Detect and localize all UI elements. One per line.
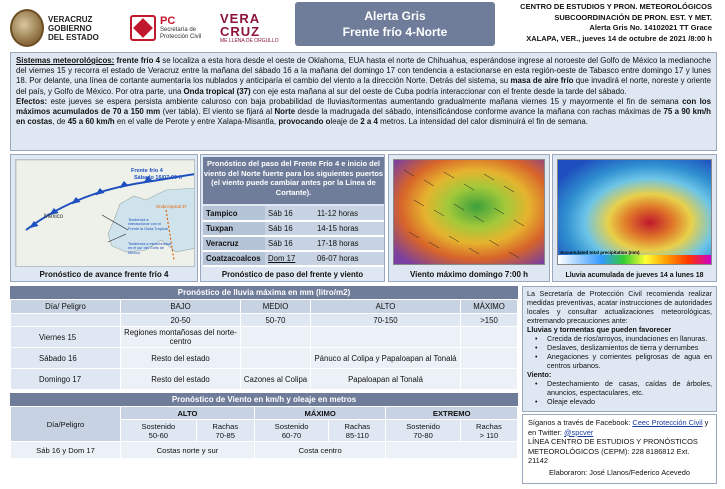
rain-col-day: Día/ Peligro bbox=[11, 300, 121, 314]
brand-logo-tagline: ME LLENA DE ORGULLO bbox=[220, 38, 279, 44]
rain-range-maximo: >150 bbox=[461, 314, 518, 327]
tendency-interaction-label: Tendencia a interaccionar con el Frente la Onda Tropical bbox=[128, 218, 168, 231]
effects-swell-height: 2 a 4 bbox=[360, 117, 378, 127]
wind-table-row bbox=[11, 442, 518, 459]
rain-table-row bbox=[11, 369, 518, 390]
wind-sub-range: 60-70 bbox=[281, 430, 302, 440]
rain-col-medio: MEDIO bbox=[241, 300, 311, 314]
effects-text-1: este jueves se espera persista ambiente caluroso con baja probabilidad de lluvias/tormentas aumentando gradualmente mañana viernes 15 y mayormente el fin de semana bbox=[47, 96, 683, 106]
effects-valley-gusts: 45 a 60 km/h bbox=[67, 117, 115, 127]
port-row bbox=[203, 236, 384, 251]
port-row bbox=[203, 251, 384, 266]
gov-logo-line-2: GOBIERNO bbox=[48, 23, 92, 33]
port-day: Sáb 16 bbox=[265, 236, 314, 251]
center-name: CENTRO DE ESTUDIOS Y PRON. METEOROLÓGICOS bbox=[520, 2, 712, 11]
rain-row-medio: Cazones al Colipa bbox=[241, 369, 311, 390]
wind-subheader bbox=[254, 420, 328, 442]
sistemas-label: Sistemas meteorológicos: bbox=[16, 56, 115, 65]
rain-table bbox=[10, 299, 518, 390]
ports-caption: Pronóstico de paso del frente y viento bbox=[221, 270, 364, 279]
gov-logo-line-3: DEL ESTADO bbox=[48, 32, 99, 42]
summary-tropical-wave: Onda tropical (37) bbox=[183, 86, 251, 96]
wind-sub-kind: Rachas bbox=[212, 421, 239, 431]
effects-max-rain: con los máximos acumulados de 70 a 150 mm bbox=[16, 96, 711, 117]
wind-map-panel bbox=[388, 154, 550, 282]
rain-range-medio: 50-70 bbox=[241, 314, 311, 327]
wind-sub-range: 50-60 bbox=[148, 430, 169, 440]
wind-subheader bbox=[460, 420, 517, 442]
effects-swell-1: provocando o bbox=[278, 117, 331, 127]
rain-row-alto bbox=[311, 327, 461, 348]
wind-col-day: Día/Peligro bbox=[11, 407, 121, 442]
rain-row-bajo: Resto del estado bbox=[121, 369, 241, 390]
veracruz-gov-logo bbox=[10, 6, 99, 50]
recs-intro: La Secretaría de Protección Civil recomienda realizar medidas preventivas, acatar instrucciones de autoridades locales y consultar actualizaciones meteorológicas, extremando precauciones ante: bbox=[527, 289, 712, 325]
summary-front: frente frío 4 bbox=[116, 56, 161, 65]
summary-text-2: que invadirá el norte, noreste y oriente del país, y Golfo de México. Por otra parte, una bbox=[16, 76, 711, 96]
wind-map-caption: Viento máximo domingo 7:00 h bbox=[409, 270, 529, 279]
recs-rain-list bbox=[527, 334, 712, 370]
alert-system: Frente frío 4-Norte bbox=[342, 25, 448, 39]
rain-legend-bar bbox=[558, 255, 711, 264]
effects-text-5: en el valle de Perote y entre Xalapa-Misantla, bbox=[114, 117, 279, 127]
pc-logo bbox=[130, 6, 201, 50]
rain-row-maximo bbox=[461, 327, 518, 348]
port-hours: 06-07 horas bbox=[314, 251, 384, 266]
wind-sub-kind: Rachas bbox=[476, 421, 502, 431]
contact-panel bbox=[522, 414, 717, 484]
rain-map-image bbox=[557, 159, 712, 265]
rain-table-row bbox=[11, 348, 518, 369]
rain-row-day: Viernes 15 bbox=[11, 327, 121, 348]
recommendation-item: • Destechamiento de casas, caídas de árboles, anuncios, espectaculares, etc. bbox=[535, 379, 712, 397]
port-hours: 17-18 horas bbox=[314, 236, 384, 251]
wind-row-alto: Costas norte y sur bbox=[121, 442, 255, 459]
effects-north: Norte bbox=[274, 107, 296, 117]
alert-level: Alerta Gris bbox=[364, 9, 426, 23]
effects-swell-2: leaje de bbox=[330, 117, 361, 127]
wind-table-title: Pronóstico de Viento en km/h y oleaje en metros bbox=[10, 393, 518, 406]
front-forecast-map-panel bbox=[10, 154, 198, 282]
recommendation-item: • Anegaciones y corrientes peligrosas de agua en centros urbanos. bbox=[535, 352, 712, 370]
wind-subheader bbox=[121, 420, 197, 442]
effects-text-4: , de bbox=[52, 117, 68, 127]
front-forecast-map bbox=[15, 159, 195, 267]
pc-diamond-icon bbox=[130, 15, 156, 41]
effects-coast-gusts: 75 a 90 km/h en costas bbox=[16, 107, 712, 127]
wind-col-maximo: MÁXIMO bbox=[254, 407, 386, 420]
summary-text-1: se localiza a esta hora desde el oeste de Oklahoma, EUA hasta el norte de Chihuahua, esperándose ingrese al noroeste del Golfo de México la medianoche del viernes 15 y recorra el estado de Veracruz entre la mañana del sábado 16 a la mañana del domingo 17 con tendencia a estacionarse en esta región-oeste de Tabasco entre domingo 17 y lunes 18. Por delante, una línea de cortante aumentaría los nublados y anticiparía el cambio del viento a la dirección Norte. Detrás del sistema, su bbox=[16, 56, 711, 86]
wind-sub-range: > 110 bbox=[479, 430, 499, 440]
wind-map-svg bbox=[394, 160, 545, 265]
pc-logo-title: PC bbox=[160, 15, 176, 27]
wind-subheader bbox=[196, 420, 254, 442]
wind-sub-kind: Sostenido bbox=[141, 421, 176, 431]
rain-table-row bbox=[11, 327, 518, 348]
recs-rain-label: Lluvias y tormentas que pueden favorecer bbox=[527, 325, 672, 334]
effects-text-6: metros. La intensidad del calor disminuirá el fin de semana. bbox=[377, 117, 588, 127]
port-row bbox=[203, 221, 384, 236]
alert-title-box bbox=[295, 2, 495, 46]
effects-text-3: desde la madrugada del sábado, intensificándose conforme avance la mañana con rachas máximas de bbox=[295, 107, 664, 117]
port-day: Sáb 16 bbox=[265, 206, 314, 221]
rain-map-panel bbox=[552, 154, 717, 282]
alert-number: Alerta Gris No. 14102021 TT Grace bbox=[589, 23, 712, 32]
wind-row-extremo bbox=[386, 442, 518, 459]
ports-table bbox=[203, 206, 384, 267]
port-day: Sáb 16 bbox=[265, 221, 314, 236]
wind-map-image bbox=[393, 159, 545, 265]
contact-tw-label: y en Twitter: bbox=[528, 418, 709, 437]
front-label: Frente frío 4 bbox=[131, 168, 163, 174]
rain-row-maximo bbox=[461, 348, 518, 369]
summary-panel bbox=[10, 52, 717, 151]
rain-range-alto: 70-150 bbox=[311, 314, 461, 327]
port-name: Tampico bbox=[203, 206, 265, 221]
twitter-link[interactable]: @spcver bbox=[564, 427, 594, 437]
rain-row-medio bbox=[241, 327, 311, 348]
contact-phone: LÍNEA CENTRO DE ESTUDIOS Y PRONÓSTICOS METEOROLÓGICOS (CEPM): 228 8186812 Ext. 21142 bbox=[528, 437, 698, 465]
recommendation-item: • Deslaves, deslizamientos de tierra y derrumbes bbox=[535, 343, 712, 352]
center-info bbox=[500, 2, 712, 48]
rain-row-day: Sábado 16 bbox=[11, 348, 121, 369]
mexico-label: México bbox=[44, 214, 64, 220]
issue-date: XALAPA, VER., jueves 14 de octubre de 2021 /8:00 h bbox=[526, 33, 712, 43]
rain-row-maximo bbox=[461, 369, 518, 390]
subcoordination: SUBCOORDINACIÓN DE PRON. EST. Y MET. bbox=[554, 12, 712, 22]
rain-range-day bbox=[11, 314, 121, 327]
rain-row-alto: Pánuco al Colipa y Papaloapan al Tonalá bbox=[311, 348, 461, 369]
port-name: Veracruz bbox=[203, 236, 265, 251]
veracruz-brand-logo bbox=[220, 6, 279, 50]
tendency-stationary-label: Tendencia a estacionarse en el sur del Golfo de México bbox=[128, 242, 172, 255]
brand-logo-line-1: VERA bbox=[220, 11, 261, 26]
front-time-label: Sábado 16/07:00 h bbox=[134, 175, 182, 181]
rain-row-bajo: Resto del estado bbox=[121, 348, 241, 369]
wind-sub-kind: Sostenido bbox=[406, 421, 440, 431]
recommendation-item: • Crecida de ríos/arroyos, inundaciones en llanuras. bbox=[535, 334, 712, 343]
wind-sub-kind: Sostenido bbox=[274, 421, 309, 431]
rain-row-alto: Papaloapan al Tonalá bbox=[311, 369, 461, 390]
rain-col-maximo: MÁXIMO bbox=[461, 300, 518, 314]
rain-col-bajo: BAJO bbox=[121, 300, 241, 314]
wind-sub-range: 70-85 bbox=[215, 430, 235, 440]
port-name: Tuxpan bbox=[203, 221, 265, 236]
recs-wind-label: Viento: bbox=[527, 370, 552, 379]
contact-authors: Elaboraron: José Llanos/Federico Acevedo bbox=[549, 467, 690, 477]
rain-col-alto: ALTO bbox=[311, 300, 461, 314]
wind-subheader bbox=[386, 420, 460, 442]
ports-panel bbox=[200, 154, 385, 282]
port-hours: 14-15 horas bbox=[314, 221, 384, 236]
wind-row-day: Sáb 16 y Dom 17 bbox=[11, 442, 121, 459]
port-row bbox=[203, 206, 384, 221]
wind-subheader bbox=[329, 420, 386, 442]
tropical-wave-label: Onda tropical 37 bbox=[156, 204, 187, 209]
wind-row-maximo: Costa centro bbox=[254, 442, 386, 459]
wind-col-extremo: EXTREMO bbox=[386, 407, 518, 420]
summary-cold-air: masa de aire frío bbox=[510, 76, 574, 86]
rain-row-day: Domingo 17 bbox=[11, 369, 121, 390]
front-map-svg bbox=[16, 160, 195, 267]
wind-sub-kind: Rachas bbox=[344, 421, 371, 431]
port-name: Coatzacoalcos bbox=[203, 251, 265, 266]
rain-range-bajo: 20-50 bbox=[121, 314, 241, 327]
recommendation-item: • Oleaje elevado bbox=[535, 397, 712, 406]
contact-fb-label: Síganos a través de Facebook: bbox=[528, 418, 633, 427]
efectos-label: Efectos: bbox=[16, 96, 48, 106]
brand-logo-line-2: CRUZ bbox=[220, 24, 261, 39]
rain-row-medio bbox=[241, 348, 311, 369]
wind-sub-range: 70-80 bbox=[413, 430, 433, 440]
rain-map-caption: Lluvia acumulada de jueves 14 a lunes 18 bbox=[565, 272, 704, 279]
facebook-link[interactable]: Ceec Protección Civil bbox=[632, 418, 703, 427]
wind-sub-range: 85-110 bbox=[345, 430, 369, 440]
port-hours: 11-12 horas bbox=[314, 206, 384, 221]
summary-text-3: con eje esta mañana al sur del oeste de Cuba podría interaccionar con el frente desde la tarde del sábado. bbox=[250, 86, 627, 96]
rain-table-title: Pronóstico de lluvia máxima en mm (litro/m2) bbox=[10, 286, 518, 299]
ports-header: Pronóstico del paso del Frente Frío 4 e inicio del viento del Norte fuerte para los siguientes puertos (el viento puede cambiar antes por la Línea de Cortante). bbox=[203, 157, 384, 204]
effects-text-2: (ver tabla). El viento se fijará al bbox=[160, 107, 275, 117]
rain-row-bajo: Regiones montañosas del norte-centro bbox=[121, 327, 241, 348]
wind-col-alto: ALTO bbox=[121, 407, 255, 420]
gov-logo-line-1: VERACRUZ bbox=[48, 14, 93, 24]
pc-logo-sub-2: Protección Civil bbox=[160, 34, 202, 40]
recommendations-panel bbox=[522, 286, 717, 412]
port-day: Dom 17 bbox=[265, 251, 314, 266]
state-seal-icon bbox=[10, 9, 44, 47]
front-map-caption: Pronóstico de avance frente frío 4 bbox=[39, 270, 169, 279]
rain-legend-label: Accumulated total precipitation (mm) bbox=[560, 250, 640, 255]
pc-logo-sub-1: Secretaría de bbox=[160, 27, 197, 33]
wind-table bbox=[10, 406, 518, 459]
recs-wind-list bbox=[527, 379, 712, 406]
